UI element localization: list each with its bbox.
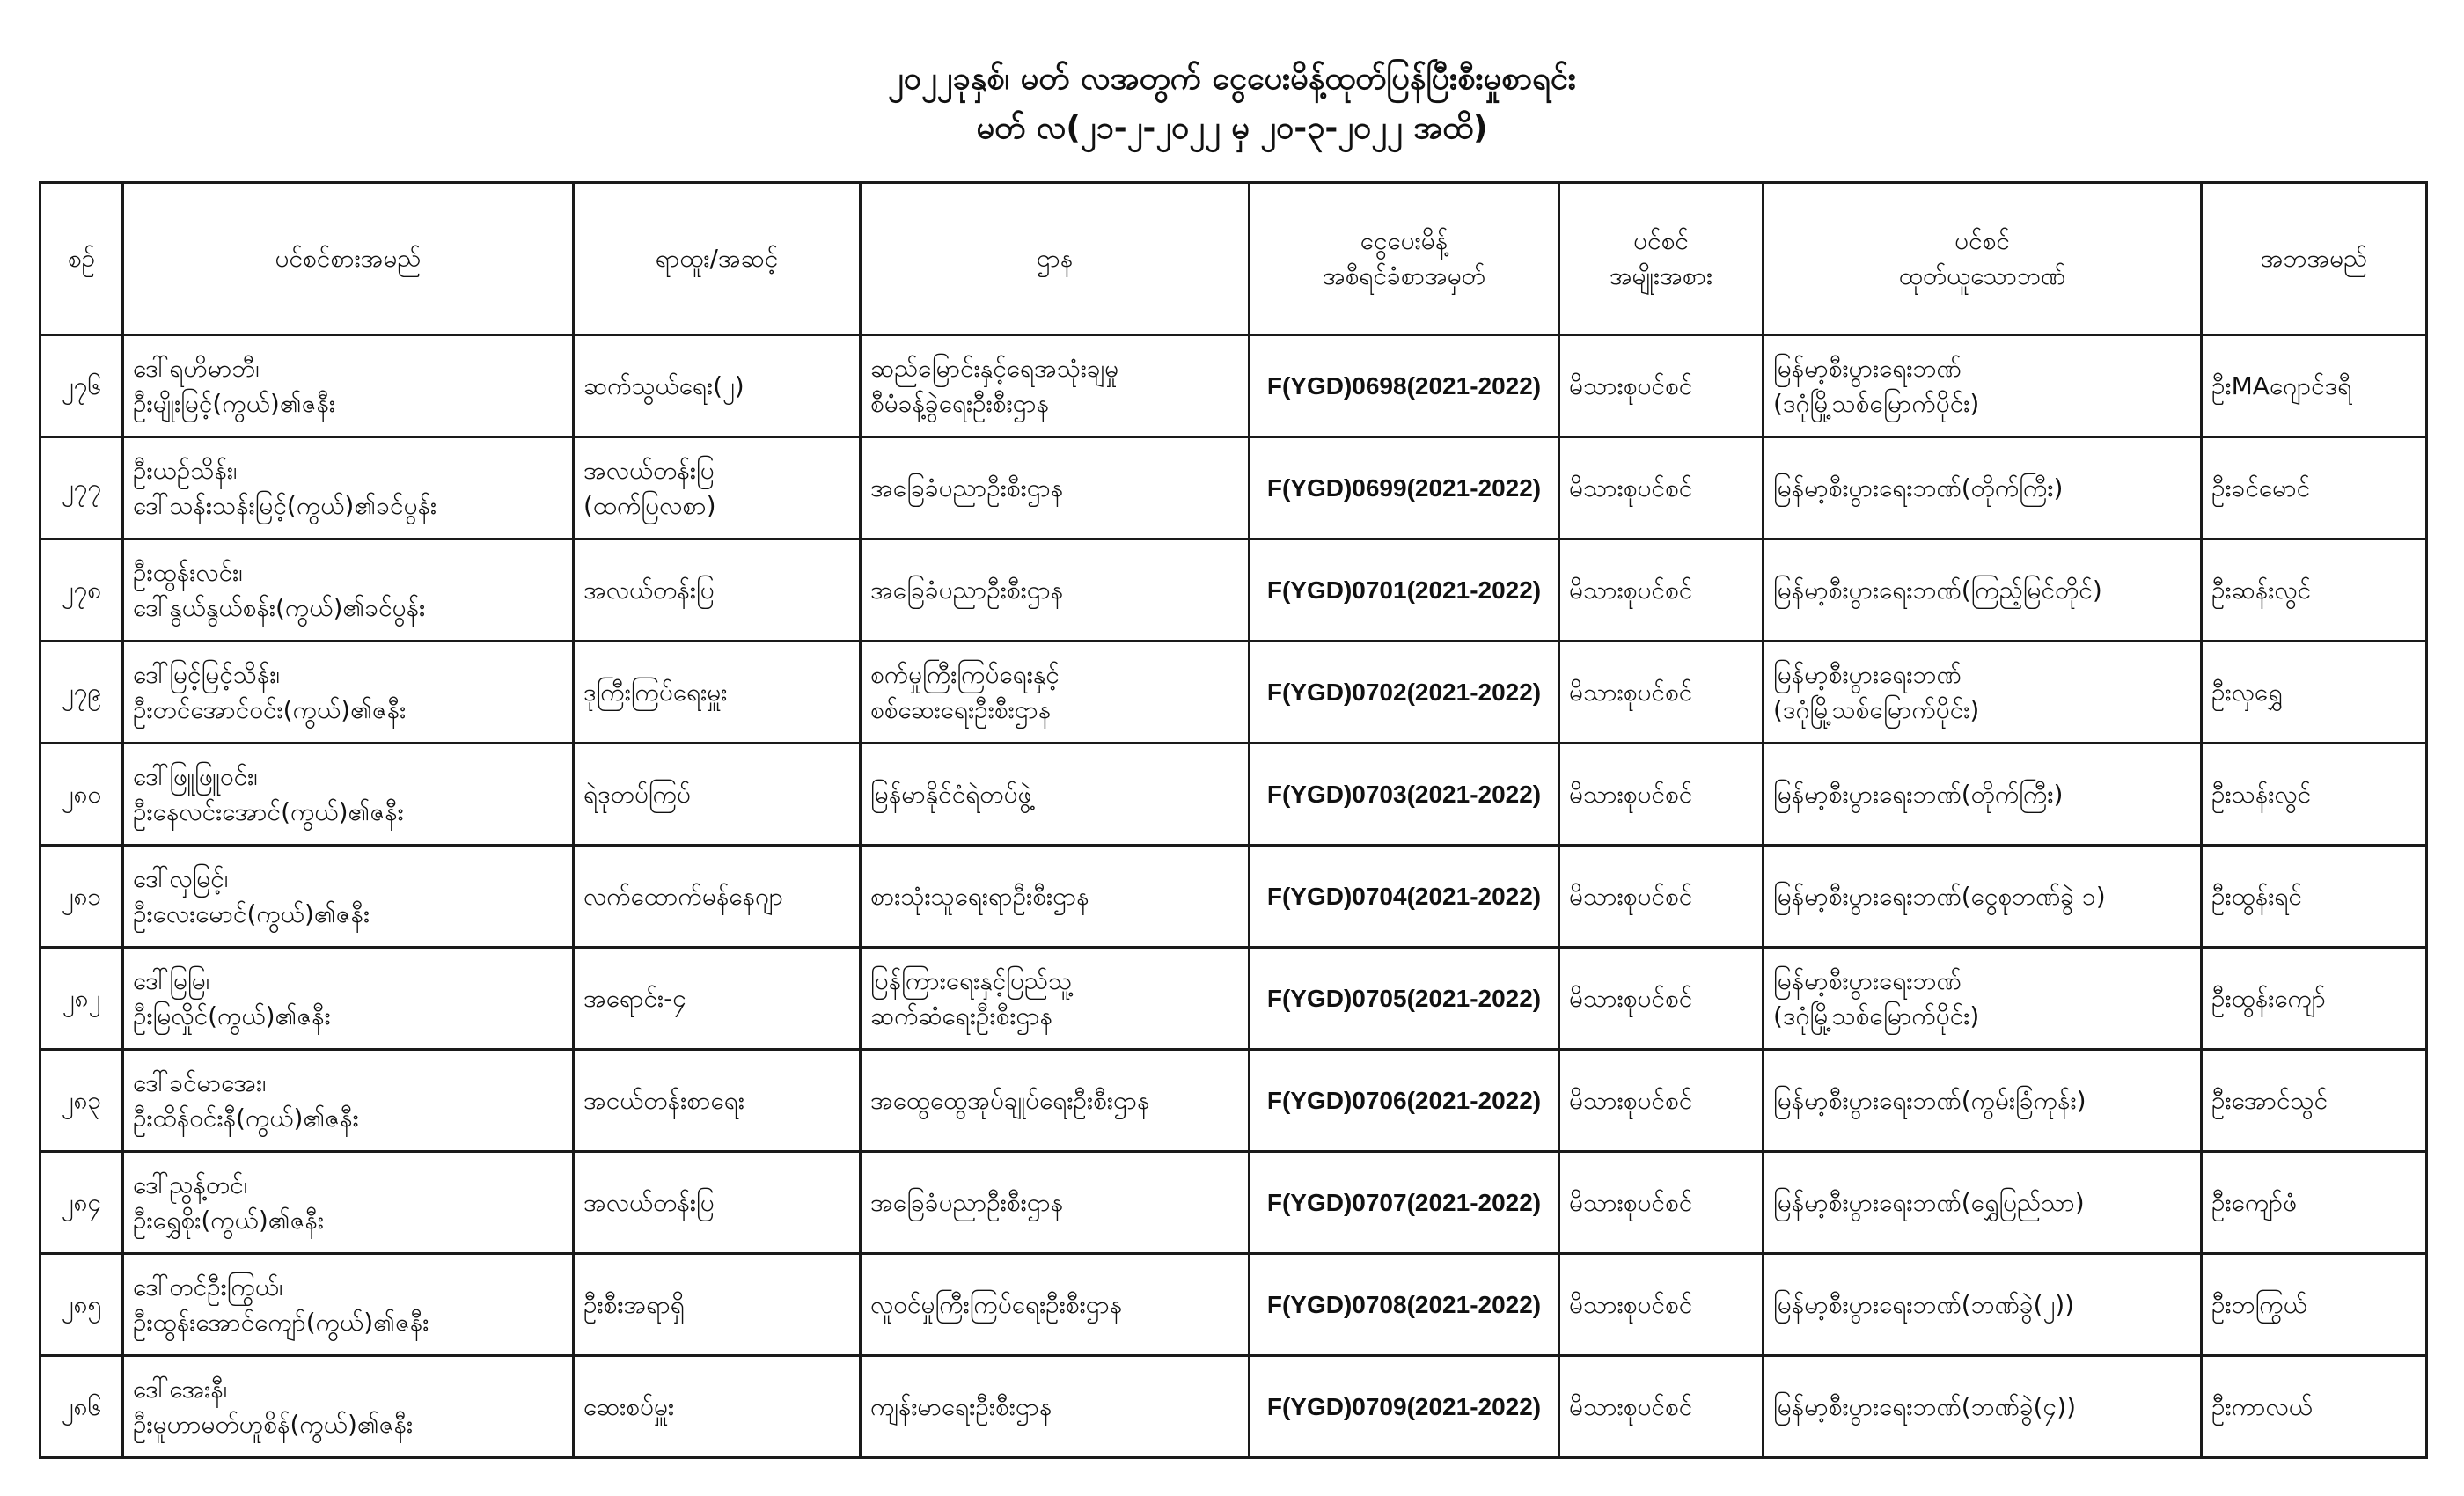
cell-pensioner-name: ဦးထွန်းလင်း၊ ဒေါ်နွယ်နွယ်စန်း(ကွယ်)၏ခင်ပွန်း (123, 539, 574, 642)
cell-pension-type: မိသားစုပင်စင် (1559, 1254, 1764, 1356)
cell-number: ၂၇၉ (40, 642, 123, 744)
cell-number: ၂၇၆ (40, 335, 123, 437)
cell-father-name: ဦးအောင်သွင် (2202, 1050, 2427, 1152)
cell-bank: မြန်မာ့စီးပွားရေးဘဏ်(ငွေစုဘဏ်ခွဲ ၁) (1764, 846, 2202, 948)
cell-order-number: F(YGD)0699(2021-2022) (1250, 437, 1559, 539)
cell-rank: ဆက်သွယ်ရေး(၂) (574, 335, 861, 437)
cell-department: စားသုံးသူရေးရာဦးစီးဌာန (861, 846, 1250, 948)
table-row (40, 1152, 2427, 1254)
cell-pension-type: မိသားစုပင်စင် (1559, 846, 1764, 948)
cell-bank: မြန်မာ့စီးပွားရေးဘဏ်(တိုက်ကြီး) (1764, 437, 2202, 539)
cell-number: ၂၈၆ (40, 1356, 123, 1458)
cell-pension-type: မိသားစုပင်စင် (1559, 1050, 1764, 1152)
cell-bank: မြန်မာ့စီးပွားရေးဘဏ် (ဒဂုံမြို့သစ်မြောက်ပိုင်း) (1764, 335, 2202, 437)
cell-number: ၂၈၂ (40, 948, 123, 1050)
table-header (40, 183, 2427, 335)
cell-bank: မြန်မာ့စီးပွားရေးဘဏ်(ဘဏ်ခွဲ(၂)) (1764, 1254, 2202, 1356)
cell-rank: ရဲဒုတပ်ကြပ် (574, 744, 861, 846)
cell-father-name: ဦးလှရွှေ (2202, 642, 2427, 744)
cell-pensioner-name: ဒေါ်လှမြင့်၊ ဦးလေးမောင်(ကွယ်)၏ဇနီး (123, 846, 574, 948)
document-subtitle: မတ် လ(၂၁-၂-၂၀၂၂ မှ ၂၀-၃-၂၀၂၂ အထိ) (976, 110, 1488, 146)
cell-bank: မြန်မာ့စီးပွားရေးဘဏ်(ကွမ်းခြံကုန်း) (1764, 1050, 2202, 1152)
header-no: စဉ် (40, 183, 123, 335)
cell-department: ပြန်ကြားရေးနှင့်ပြည်သူ့ ဆက်ဆံရေးဦးစီးဌာန (861, 948, 1250, 1050)
cell-rank: အလယ်တန်းပြ (ထက်ပြလစာ) (574, 437, 861, 539)
cell-department: အခြေခံပညာဦးစီးဌာန (861, 437, 1250, 539)
cell-order-number: F(YGD)0708(2021-2022) (1250, 1254, 1559, 1356)
cell-order-number: F(YGD)0706(2021-2022) (1250, 1050, 1559, 1152)
cell-pensioner-name: ဒေါ်တင်ဦးကြွယ်၊ ဦးထွန်းအောင်ကျော်(ကွယ်)၏ဇနီး (123, 1254, 574, 1356)
cell-pension-type: မိသားစုပင်စင် (1559, 1356, 1764, 1458)
cell-rank: အလယ်တန်းပြ (574, 539, 861, 642)
cell-rank: လက်ထောက်မန်နေဂျာ (574, 846, 861, 948)
table-row (40, 539, 2427, 642)
cell-number: ၂၈၀ (40, 744, 123, 846)
cell-bank: မြန်မာ့စီးပွားရေးဘဏ်(ဘဏ်ခွဲ(၄)) (1764, 1356, 2202, 1458)
table-row (40, 437, 2427, 539)
cell-father-name: ဦးထွန်းရင် (2202, 846, 2427, 948)
cell-department: လူဝင်မှုကြီးကြပ်ရေးဦးစီးဌာန (861, 1254, 1250, 1356)
cell-pensioner-name: ဒေါ်အေးနီ၊ ဦးမူဟာမတ်ဟူစိန်(ကွယ်)၏ဇနီး (123, 1356, 574, 1458)
cell-rank: ဒုကြီးကြပ်ရေးမှူး (574, 642, 861, 744)
cell-bank: မြန်မာ့စီးပွားရေးဘဏ် (ဒဂုံမြို့သစ်မြောက်ပိုင်း) (1764, 642, 2202, 744)
header-row (40, 183, 2427, 335)
cell-pensioner-name: ဒေါ်ခင်မာအေး၊ ဦးထိန်ဝင်းနီ(ကွယ်)၏ဇနီး (123, 1050, 574, 1152)
cell-department: စက်မှုကြီးကြပ်ရေးနှင့် စစ်ဆေးရေးဦးစီးဌာန (861, 642, 1250, 744)
cell-department: ကျန်းမာရေးဦးစီးဌာန (861, 1356, 1250, 1458)
document-header (0, 55, 2464, 153)
cell-rank: ဆေးစပ်မှူး (574, 1356, 861, 1458)
cell-pension-type: မိသားစုပင်စင် (1559, 335, 1764, 437)
cell-bank: မြန်မာ့စီးပွားရေးဘဏ် (ဒဂုံမြို့သစ်မြောက်ပိုင်း) (1764, 948, 2202, 1050)
header-order-number: ငွေပေးမိန့် အစီရင်ခံစာအမှတ် (1250, 183, 1559, 335)
cell-father-name: ဦးသန်းလွင် (2202, 744, 2427, 846)
cell-rank: အရောင်း-၄ (574, 948, 861, 1050)
cell-pension-type: မိသားစုပင်စင် (1559, 744, 1764, 846)
cell-department: အခြေခံပညာဦးစီးဌာန (861, 539, 1250, 642)
cell-rank: အငယ်တန်းစာရေး (574, 1050, 861, 1152)
cell-number: ၂၈၅ (40, 1254, 123, 1356)
cell-father-name: ဦးကာလယ် (2202, 1356, 2427, 1458)
cell-number: ၂၈၃ (40, 1050, 123, 1152)
table-row (40, 744, 2427, 846)
cell-department: မြန်မာနိုင်ငံရဲတပ်ဖွဲ့ (861, 744, 1250, 846)
cell-order-number: F(YGD)0698(2021-2022) (1250, 335, 1559, 437)
cell-father-name: ဦးကျော်ဖံ (2202, 1152, 2427, 1254)
table-row (40, 948, 2427, 1050)
cell-rank: ဦးစီးအရာရှိ (574, 1254, 861, 1356)
cell-pensioner-name: ဒေါ်ဖြူဖြူဝင်း၊ ဦးနေလင်းအောင်(ကွယ်)၏ဇနီး (123, 744, 574, 846)
cell-order-number: F(YGD)0704(2021-2022) (1250, 846, 1559, 948)
cell-pension-type: မိသားစုပင်စင် (1559, 642, 1764, 744)
cell-father-name: ဦးMAဂျောင်ဒရီ (2202, 335, 2427, 437)
pension-table (39, 181, 2428, 1459)
cell-order-number: F(YGD)0702(2021-2022) (1250, 642, 1559, 744)
cell-order-number: F(YGD)0701(2021-2022) (1250, 539, 1559, 642)
header-department: ဌာန (861, 183, 1250, 335)
cell-pensioner-name: ဒေါ်ရဟိမာဘီ၊ ဦးမျိုးမြင့်(ကွယ်)၏ဇနီး (123, 335, 574, 437)
cell-father-name: ဦးခင်မောင် (2202, 437, 2427, 539)
cell-number: ၂၈၄ (40, 1152, 123, 1254)
cell-order-number: F(YGD)0705(2021-2022) (1250, 948, 1559, 1050)
cell-pension-type: မိသားစုပင်စင် (1559, 539, 1764, 642)
cell-number: ၂၇၇ (40, 437, 123, 539)
header-pension-type: ပင်စင် အမျိုးအစား (1559, 183, 1764, 335)
cell-pension-type: မိသားစုပင်စင် (1559, 948, 1764, 1050)
cell-pension-type: မိသားစုပင်စင် (1559, 1152, 1764, 1254)
cell-department: အခြေခံပညာဦးစီးဌာန (861, 1152, 1250, 1254)
cell-bank: မြန်မာ့စီးပွားရေးဘဏ်(တိုက်ကြီး) (1764, 744, 2202, 846)
document-title: ၂၀၂၂ခုနှစ်၊ မတ် လအတွက် ငွေပေးမိန့်ထုတ်ပြန်ပြီးစီးမှုစာရင်း (888, 61, 1576, 97)
cell-bank: မြန်မာ့စီးပွားရေးဘဏ်(ကြည့်မြင်တိုင်) (1764, 539, 2202, 642)
header-name: ပင်စင်စားအမည် (123, 183, 574, 335)
table-row (40, 642, 2427, 744)
table-row (40, 846, 2427, 948)
table-row (40, 1254, 2427, 1356)
cell-pensioner-name: ဒေါ်မြမြ၊ ဦးမြလှိုင်(ကွယ်)၏ဇနီး (123, 948, 574, 1050)
cell-pension-type: မိသားစုပင်စင် (1559, 437, 1764, 539)
cell-number: ၂၈၁ (40, 846, 123, 948)
cell-department: အထွေထွေအုပ်ချုပ်ရေးဦးစီးဌာန (861, 1050, 1250, 1152)
header-father-name: အဘအမည် (2202, 183, 2427, 335)
cell-rank: အလယ်တန်းပြ (574, 1152, 861, 1254)
cell-pensioner-name: ဒေါ်ညွန့်တင်၊ ဦးရွှေစိုး(ကွယ်)၏ဇနီး (123, 1152, 574, 1254)
table-row (40, 1356, 2427, 1458)
header-rank: ရာထူး/အဆင့် (574, 183, 861, 335)
cell-father-name: ဦးဘကြွယ် (2202, 1254, 2427, 1356)
cell-bank: မြန်မာ့စီးပွားရေးဘဏ်(ရွှေပြည်သာ) (1764, 1152, 2202, 1254)
cell-order-number: F(YGD)0709(2021-2022) (1250, 1356, 1559, 1458)
table-body (40, 335, 2427, 1458)
table-row (40, 1050, 2427, 1152)
cell-department: ဆည်မြောင်းနှင့်ရေအသုံးချမှု စီမံခန့်ခွဲရေးဦးစီးဌာန (861, 335, 1250, 437)
table-row (40, 335, 2427, 437)
cell-father-name: ဦးဆန်းလွင် (2202, 539, 2427, 642)
cell-order-number: F(YGD)0703(2021-2022) (1250, 744, 1559, 846)
cell-order-number: F(YGD)0707(2021-2022) (1250, 1152, 1559, 1254)
cell-pensioner-name: ဒေါ်မြင့်မြင့်သိန်း၊ ဦးတင်အောင်ဝင်း(ကွယ်)၏ဇနီး (123, 642, 574, 744)
cell-number: ၂၇၈ (40, 539, 123, 642)
cell-father-name: ဦးထွန်းကျော် (2202, 948, 2427, 1050)
header-bank: ပင်စင် ထုတ်ယူသောဘဏ် (1764, 183, 2202, 335)
cell-pensioner-name: ဦးယဉ်သိန်း၊ ဒေါ်သန်းသန်းမြင့်(ကွယ်)၏ခင်ပွန်း (123, 437, 574, 539)
